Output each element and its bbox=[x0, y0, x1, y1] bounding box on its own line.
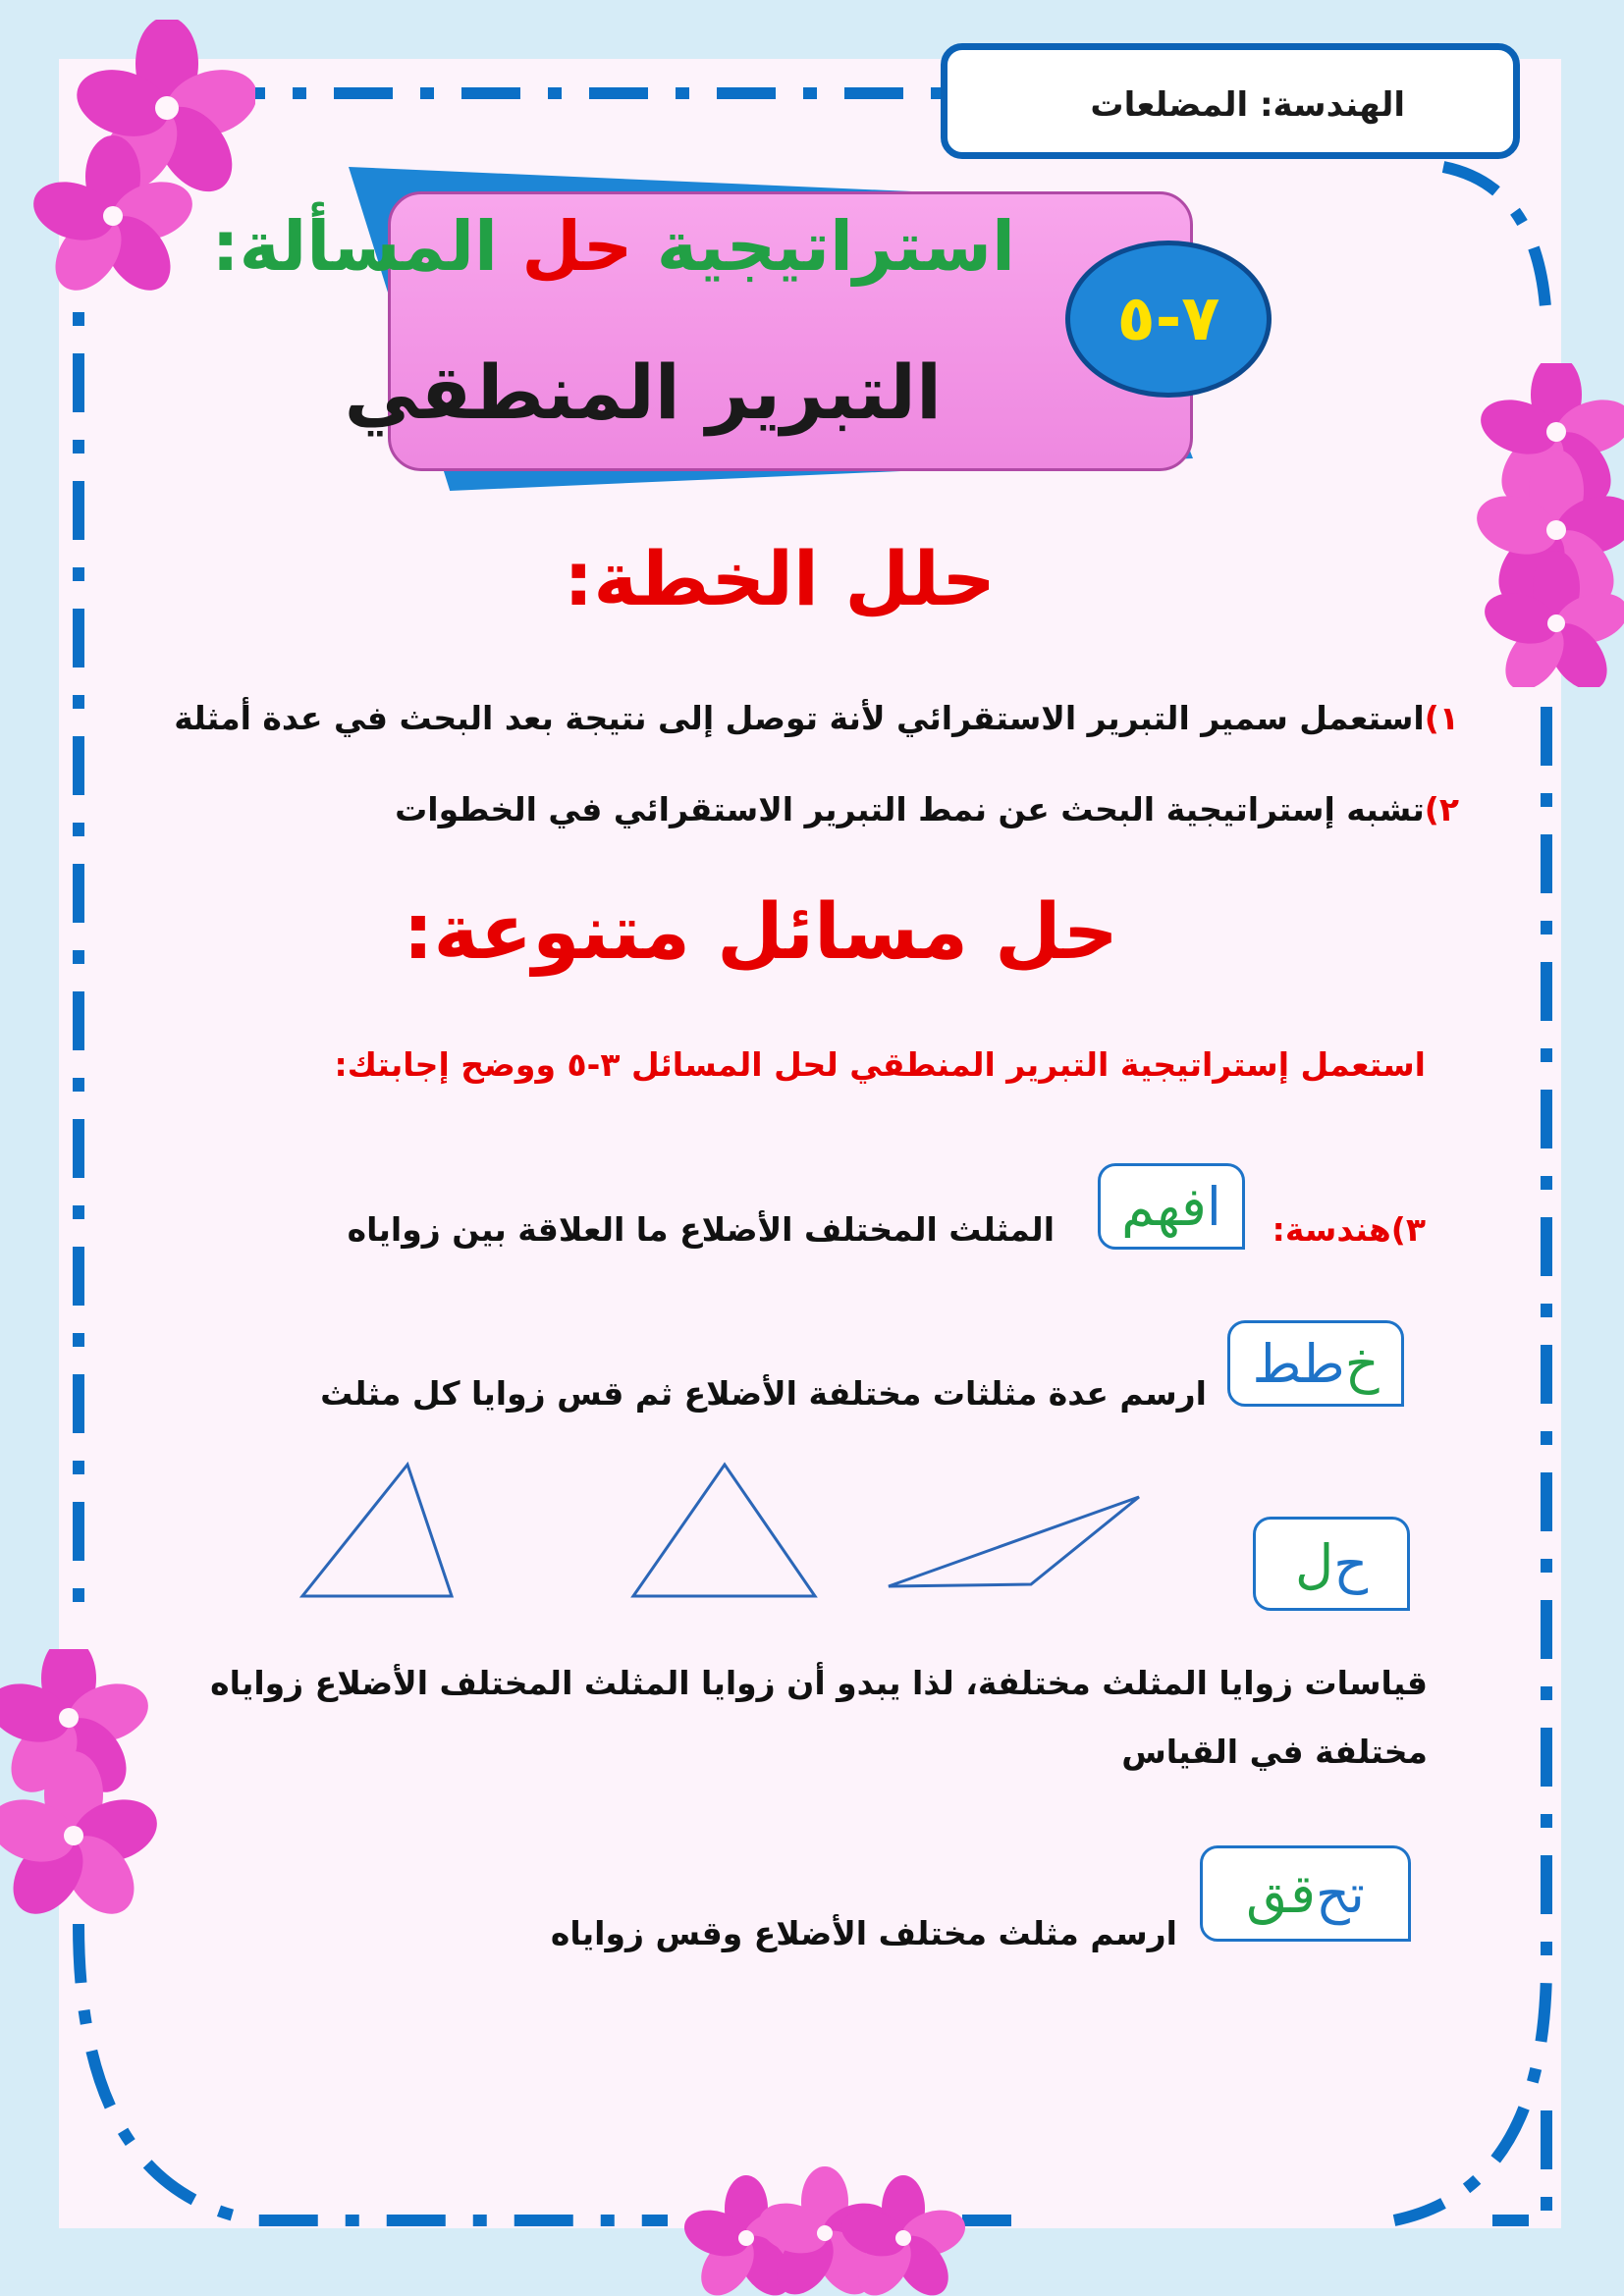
conclusion-line-1: قياسات زوايا المثلث مختلفة، لذا يبدو أن زوايا المثلث المختلف الأضلاع زواياه bbox=[210, 1664, 1428, 1702]
lesson-subtitle: التبرير المنطقي bbox=[344, 348, 942, 436]
flower-decoration-bottom bbox=[677, 2160, 972, 2296]
lesson-number-badge bbox=[1065, 240, 1272, 398]
triangle-1 bbox=[302, 1465, 452, 1596]
lesson-number: ٧-٥ bbox=[1116, 283, 1220, 355]
check-step-text: ارسم مثلث مختلف الأضلاع وقس زواياه bbox=[550, 1914, 1177, 1952]
problem-3-number: ٣) bbox=[1390, 1210, 1426, 1249]
solve-label-part2: ل bbox=[1294, 1532, 1334, 1595]
plan-item-2-text: تشبه إستراتيجية البحث عن نمط التبرير الاستقرائي في الخطوات bbox=[395, 790, 1425, 828]
lesson-title-part2: حل bbox=[521, 206, 633, 287]
triangle-drawings bbox=[285, 1453, 1168, 1610]
conclusion-line-2: مختلفة في القياس bbox=[1121, 1733, 1428, 1771]
triangle-3 bbox=[889, 1497, 1139, 1586]
plan-step-text: ارسم عدة مثلثات مختلفة الأضلاع ثم قس زوايا كل مثلث bbox=[320, 1374, 1207, 1413]
understand-label-part2: فهم bbox=[1121, 1175, 1207, 1238]
plan-item-2-number: ٢) bbox=[1424, 790, 1459, 828]
lesson-title-part3: المسألة: bbox=[211, 206, 522, 287]
instruction-text: استعمل إستراتيجية التبرير المنطقي لحل المسائل ٣-٥ ووضح إجابتك: bbox=[334, 1045, 1426, 1084]
check-label-part2: قق bbox=[1246, 1862, 1316, 1925]
plan-label-part2: طط bbox=[1252, 1332, 1345, 1395]
check-box bbox=[1200, 1845, 1411, 1942]
plan-item-2 bbox=[395, 790, 1459, 828]
flower-decoration-left bbox=[0, 1649, 157, 1944]
understand-box bbox=[1098, 1163, 1245, 1250]
plan-item-1-number: ١) bbox=[1424, 699, 1459, 737]
plan-item-1-text: استعمل سمير التبرير الاستقرائي لأنة توصل إلى نتيجة بعد البحث في عدة أمثلة bbox=[174, 699, 1425, 737]
plan-label-part1: خ bbox=[1344, 1332, 1380, 1395]
understand-label-part1: ا bbox=[1206, 1175, 1221, 1238]
plan-item-1 bbox=[174, 699, 1459, 737]
topic-title: الهندسة: المضلعات bbox=[1090, 85, 1405, 125]
solve-label-part1: ح bbox=[1333, 1532, 1369, 1595]
problem-3-label bbox=[1272, 1210, 1426, 1249]
topic-box bbox=[941, 43, 1520, 159]
lesson-title-part1: استراتيجية bbox=[632, 206, 1015, 287]
lesson-title bbox=[212, 206, 1015, 287]
analyze-plan-heading: حلل الخطة: bbox=[564, 535, 996, 622]
plan-box bbox=[1227, 1320, 1404, 1407]
flower-decoration-right bbox=[1463, 363, 1624, 687]
problem-3-topic: هندسة: bbox=[1272, 1210, 1391, 1249]
mixed-problems-heading: حل مسائل متنوعة: bbox=[403, 888, 1118, 977]
solve-box bbox=[1253, 1517, 1410, 1611]
problem-3-question: المثلث المختلف الأضلاع ما العلاقة بين زواياه bbox=[347, 1210, 1055, 1249]
flower-decoration-top-left bbox=[20, 20, 255, 334]
triangle-2 bbox=[633, 1465, 815, 1596]
check-label-part1: تح bbox=[1315, 1862, 1365, 1925]
